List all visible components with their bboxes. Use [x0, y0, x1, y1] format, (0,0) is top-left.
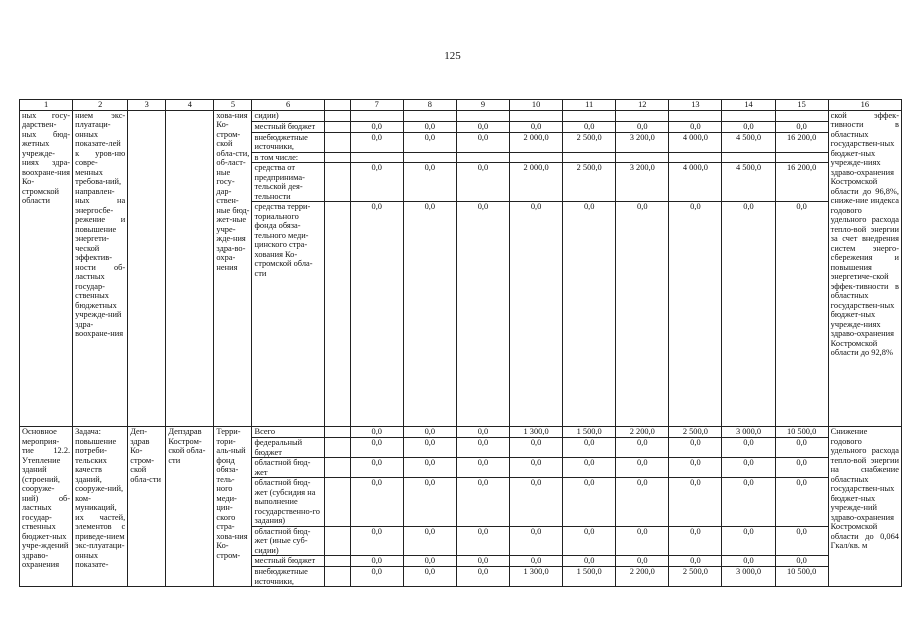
value-cell: 0,0: [616, 478, 669, 527]
value-cell: [456, 152, 509, 163]
value-cell: 0,0: [563, 526, 616, 556]
value-cell: 0,0: [669, 526, 722, 556]
funding-source-cell: областной бюд-жет: [252, 458, 324, 478]
value-cell: 0,0: [456, 556, 509, 567]
funding-source-cell: средства терри-ториального фонда обяза-тельного меди-цинского стра-хования Ко-стромской обла-сти: [252, 202, 324, 427]
funding-source-cell: внебюджетные источники,: [252, 567, 324, 587]
value-cell: 0,0: [563, 202, 616, 427]
funding-source-cell: внебюджетные источники,: [252, 132, 324, 152]
funding-source-cell: областной бюд-жет (иные суб-сидии): [252, 526, 324, 556]
value-cell: 3 200,0: [616, 132, 669, 152]
value-cell: [722, 152, 775, 163]
value-cell: 3 200,0: [616, 163, 669, 202]
header-cell: 11: [563, 100, 616, 111]
value-cell: [350, 110, 403, 121]
value-cell: 0,0: [775, 556, 828, 567]
header-cell: 15: [775, 100, 828, 111]
table-row: [20, 110, 902, 121]
value-cell: 0,0: [350, 427, 403, 438]
value-cell: [669, 152, 722, 163]
empty-cell: [324, 110, 350, 121]
value-cell: 0,0: [403, 567, 456, 587]
value-cell: 0,0: [456, 458, 509, 478]
value-cell: [775, 152, 828, 163]
value-cell: 0,0: [722, 526, 775, 556]
value-cell: 0,0: [669, 121, 722, 132]
value-cell: 0,0: [350, 567, 403, 587]
value-cell: [563, 152, 616, 163]
value-cell: 1 300,0: [510, 567, 563, 587]
value-cell: 0,0: [510, 202, 563, 427]
value-cell: [722, 110, 775, 121]
empty-cell: [324, 427, 350, 438]
value-cell: 0,0: [510, 458, 563, 478]
header-cell: 12: [616, 100, 669, 111]
value-cell: 0,0: [616, 458, 669, 478]
funding-source-cell: сидии): [252, 110, 324, 121]
value-cell: 0,0: [669, 202, 722, 427]
funding-source-cell: местный бюджет: [252, 556, 324, 567]
value-cell: 0,0: [456, 202, 509, 427]
coordinator-cell: Депздрав Костром-ской обла-сти: [166, 427, 214, 587]
value-cell: 0,0: [403, 458, 456, 478]
header-row: [20, 100, 902, 111]
value-cell: 0,0: [403, 478, 456, 527]
value-cell: 0,0: [616, 526, 669, 556]
value-cell: [775, 110, 828, 121]
empty-cell: [324, 458, 350, 478]
value-cell: [510, 110, 563, 121]
value-cell: [563, 110, 616, 121]
funding-source-cell: средства от предпринима-тельской дея-тельности: [252, 163, 324, 202]
header-cell: 7: [350, 100, 403, 111]
value-cell: 0,0: [722, 478, 775, 527]
value-cell: 0,0: [403, 163, 456, 202]
value-cell: 0,0: [456, 163, 509, 202]
empty-cell: [324, 132, 350, 152]
value-cell: 0,0: [403, 202, 456, 427]
value-cell: 0,0: [350, 163, 403, 202]
value-cell: 4 000,0: [669, 163, 722, 202]
value-cell: 0,0: [350, 556, 403, 567]
empty-cell: [324, 526, 350, 556]
value-cell: [403, 152, 456, 163]
value-cell: 0,0: [669, 478, 722, 527]
funding-source-cell: в том числе:: [252, 152, 324, 163]
page-number: 125: [444, 50, 461, 62]
value-cell: 0,0: [563, 438, 616, 458]
value-cell: 0,0: [403, 121, 456, 132]
value-cell: 0,0: [403, 132, 456, 152]
header-cell: 13: [669, 100, 722, 111]
value-cell: 0,0: [722, 556, 775, 567]
header-cell: 1: [20, 100, 73, 111]
value-cell: 0,0: [510, 438, 563, 458]
value-cell: 0,0: [616, 438, 669, 458]
participants-cell: хова-ния Ко-стром-ской обла-сти, об-ласт-ные госу-дар-ствен-ные бюд-жет-ные учре-жде-ния здра-во-охра-нения: [214, 110, 252, 427]
empty-cell: [324, 121, 350, 132]
empty-cell: [324, 438, 350, 458]
header-cell: [324, 100, 350, 111]
value-cell: 0,0: [350, 526, 403, 556]
header-cell: 5: [214, 100, 252, 111]
value-cell: 10 500,0: [775, 427, 828, 438]
value-cell: 0,0: [669, 458, 722, 478]
value-cell: [669, 110, 722, 121]
header-cell: 3: [128, 100, 166, 111]
funding-source-cell: федеральный бюджет: [252, 438, 324, 458]
funding-source-cell: местный бюджет: [252, 121, 324, 132]
value-cell: 0,0: [403, 556, 456, 567]
value-cell: 1 300,0: [510, 427, 563, 438]
empty-cell: [324, 567, 350, 587]
value-cell: [403, 110, 456, 121]
value-cell: 0,0: [403, 526, 456, 556]
value-cell: 0,0: [403, 438, 456, 458]
value-cell: 0,0: [669, 438, 722, 458]
value-cell: 0,0: [456, 438, 509, 458]
funding-source-cell: Всего: [252, 427, 324, 438]
event-name-cell: ных госу-дарствен-ных бюд-жетных учрежде-ниях здра-воохране-ния Ко-стромской области: [20, 110, 73, 427]
empty-cell: [324, 152, 350, 163]
value-cell: 0,0: [616, 202, 669, 427]
value-cell: 4 000,0: [669, 132, 722, 152]
result-cell: ской эффек-тивности в областных государствен-ных бюджет-ных учрежде-ниях здраво-охранения Костромской области до 96,8%, сниже-ние индекса годового удельного расхода тепло-вой энергии за счет внедрения систем энерго-сбережения и повышения энергетиче-ской эффек-тивности в областных государствен-ных бюджет-ных учрежде-ниях здраво-охранения Костромской области до 92,8%: [828, 110, 901, 427]
value-cell: 0,0: [563, 458, 616, 478]
value-cell: 16 200,0: [775, 132, 828, 152]
value-cell: 0,0: [510, 121, 563, 132]
value-cell: 0,0: [563, 478, 616, 527]
value-cell: 3 000,0: [722, 567, 775, 587]
header-cell: 2: [73, 100, 128, 111]
header-cell: 8: [403, 100, 456, 111]
value-cell: 0,0: [563, 556, 616, 567]
value-cell: [456, 110, 509, 121]
empty-cell: [324, 556, 350, 567]
value-cell: 0,0: [669, 556, 722, 567]
value-cell: 0,0: [722, 458, 775, 478]
value-cell: 1 500,0: [563, 427, 616, 438]
value-cell: 0,0: [722, 202, 775, 427]
value-cell: 2 000,0: [510, 132, 563, 152]
value-cell: 0,0: [775, 478, 828, 527]
header-cell: 10: [510, 100, 563, 111]
value-cell: 0,0: [510, 526, 563, 556]
value-cell: 0,0: [616, 556, 669, 567]
value-cell: [510, 152, 563, 163]
value-cell: 4 500,0: [722, 132, 775, 152]
value-cell: 1 500,0: [563, 567, 616, 587]
value-cell: 0,0: [456, 427, 509, 438]
value-cell: 16 200,0: [775, 163, 828, 202]
value-cell: 0,0: [456, 526, 509, 556]
empty-cell: [324, 163, 350, 202]
value-cell: 4 500,0: [722, 163, 775, 202]
value-cell: 0,0: [775, 121, 828, 132]
value-cell: 2 500,0: [669, 427, 722, 438]
program-table: [19, 99, 902, 587]
value-cell: 0,0: [775, 438, 828, 458]
empty-cell: [324, 478, 350, 527]
value-cell: [350, 152, 403, 163]
value-cell: 2 200,0: [616, 427, 669, 438]
value-cell: 0,0: [510, 556, 563, 567]
value-cell: 0,0: [616, 121, 669, 132]
value-cell: 2 500,0: [563, 163, 616, 202]
executor-cell: Деп-здрав Ко-стром-ской обла-сти: [128, 427, 166, 587]
participants-cell: Терри-тори-аль-ный фонд обяза-тель-ного меди-цин-ского стра-хова-ния Ко-стром-: [214, 427, 252, 587]
value-cell: 2 200,0: [616, 567, 669, 587]
executor-cell: [128, 110, 166, 427]
value-cell: 0,0: [775, 458, 828, 478]
value-cell: 0,0: [350, 478, 403, 527]
value-cell: 10 500,0: [775, 567, 828, 587]
header-cell: 9: [456, 100, 509, 111]
value-cell: 0,0: [722, 121, 775, 132]
header-cell: 6: [252, 100, 324, 111]
header-cell: 16: [828, 100, 901, 111]
header-cell: 4: [166, 100, 214, 111]
value-cell: 0,0: [456, 132, 509, 152]
coordinator-cell: [166, 110, 214, 427]
value-cell: 2 000,0: [510, 163, 563, 202]
value-cell: 0,0: [775, 202, 828, 427]
value-cell: 0,0: [456, 567, 509, 587]
value-cell: 0,0: [403, 427, 456, 438]
value-cell: 0,0: [350, 202, 403, 427]
funding-source-cell: областной бюд-жет (субсидия на выполнение государственно-го задания): [252, 478, 324, 527]
empty-cell: [324, 202, 350, 427]
value-cell: 3 000,0: [722, 427, 775, 438]
task-cell: Задача: повышение потреби-тельских качеств зданий, сооруже-ний, ком-муникаций, их частей, элементов с приведе-нием экс-плуатаци-онных показате-: [73, 427, 128, 587]
value-cell: 2 500,0: [563, 132, 616, 152]
value-cell: 0,0: [456, 121, 509, 132]
value-cell: 0,0: [563, 121, 616, 132]
value-cell: 0,0: [350, 132, 403, 152]
header-cell: 14: [722, 100, 775, 111]
event-name-cell: Основное мероприя-тие 12.2. Утепление зданий (строений, сооруже-ний) об-ластных государ-ственных бюджет-ных учре-ждений здраво-охранения: [20, 427, 73, 587]
value-cell: 0,0: [775, 526, 828, 556]
table-row: [20, 427, 902, 438]
value-cell: 0,0: [722, 438, 775, 458]
value-cell: 0,0: [350, 121, 403, 132]
value-cell: 0,0: [350, 438, 403, 458]
result-cell: Снижение годового удельного расхода тепло-вой энергии на снабжение областных государствен-ных бюджет-ных учрежде-ний здраво-охранения Костромской области до 0,064 Гкал/кв. м: [828, 427, 901, 587]
value-cell: 2 500,0: [669, 567, 722, 587]
task-cell: нием экс-плуатаци-онных показате-лей к уров-ню совре-менных требова-ний, направлен-ных на энергосбе-режение и повышение энергети-ческой эффектив-ности об-ластных государ-ственных бюджетных учрежде-ний здра-воохране-ния: [73, 110, 128, 427]
value-cell: 0,0: [350, 458, 403, 478]
value-cell: 0,0: [456, 478, 509, 527]
value-cell: 0,0: [510, 478, 563, 527]
value-cell: [616, 110, 669, 121]
value-cell: [616, 152, 669, 163]
